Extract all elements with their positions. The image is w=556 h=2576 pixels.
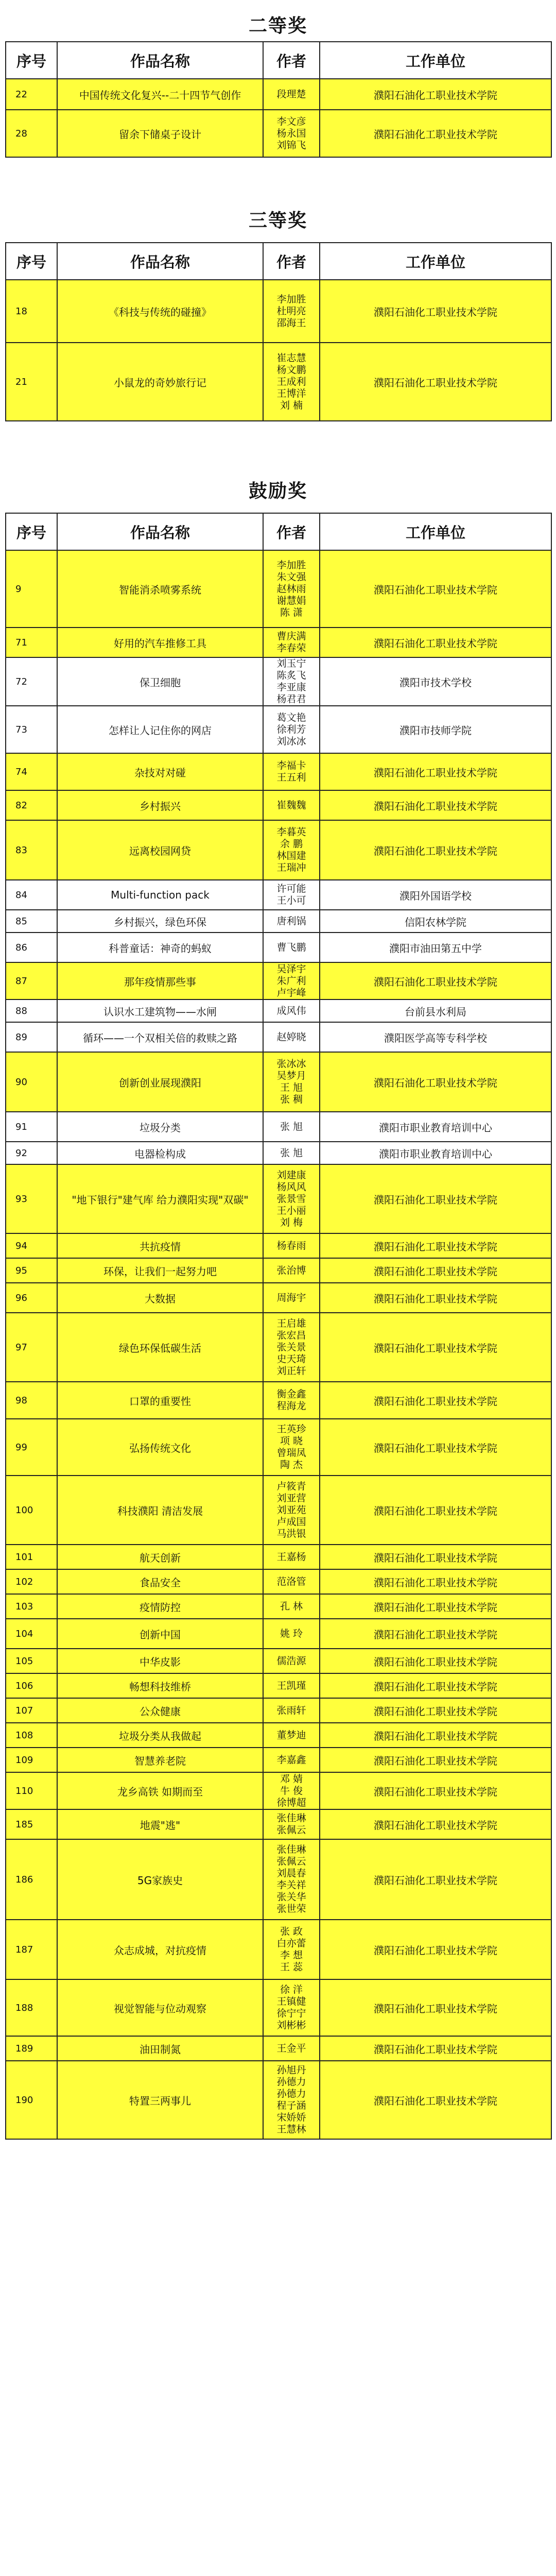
work-title: 龙乡高铁 如期而至	[57, 1772, 263, 1809]
table-row	[6, 280, 551, 343]
work-author: 葛文艳 徐利芳 刘冰冰	[263, 706, 320, 753]
row-number: 185	[6, 1809, 57, 1839]
work-title: 循环——一个双相关倍的救赎之路	[57, 1022, 263, 1052]
row-number: 89	[6, 1022, 57, 1052]
work-title: 创新中国	[57, 1619, 263, 1649]
table-row	[6, 1723, 551, 1748]
work-unit: 濮阳石油化工职业技术学院	[320, 550, 551, 628]
work-author: 张治博	[263, 1258, 320, 1283]
work-unit: 濮阳石油化工职业技术学院	[320, 1649, 551, 1673]
table-row	[6, 1619, 551, 1649]
row-number: 93	[6, 1164, 57, 1233]
work-title: 创新创业展现濮阳	[57, 1052, 263, 1112]
table-row	[6, 1233, 551, 1258]
work-unit: 濮阳石油化工职业技术学院	[320, 1772, 551, 1809]
work-title: 口罩的重要性	[57, 1382, 263, 1419]
work-title: 油田制氮	[57, 2036, 263, 2061]
work-author: 董梦迪	[263, 1723, 320, 1748]
work-title: 众志成城，对抗疫情	[57, 1920, 263, 1979]
work-author: 李加胜 杜明亮 邵海王	[263, 280, 320, 343]
row-number: 74	[6, 753, 57, 790]
work-title: 留余下储桌子设计	[57, 110, 263, 157]
table-row	[6, 550, 551, 628]
work-unit: 濮阳市职业教育培训中心	[320, 1142, 551, 1164]
header-title: 作品名称	[57, 513, 263, 550]
work-unit: 濮阳石油化工职业技术学院	[320, 1673, 551, 1698]
work-author: 邓 婧 牛 俊 徐博超	[263, 1772, 320, 1809]
row-number: 98	[6, 1382, 57, 1419]
work-author: 段理楚	[263, 79, 320, 110]
table-row	[6, 1569, 551, 1594]
work-author: 王凯瑾	[263, 1673, 320, 1698]
row-number: 101	[6, 1545, 57, 1569]
table-row	[6, 962, 551, 999]
row-number: 187	[6, 1920, 57, 1979]
work-author: 徐 洋 王镇健 徐宁宁 刘彬彬	[263, 1979, 320, 2036]
row-number: 104	[6, 1619, 57, 1649]
work-author: 王英珍 项 晓 曾瑞凤 陶 杰	[263, 1419, 320, 1476]
work-author: 唐利锅	[263, 910, 320, 933]
table-row	[6, 706, 551, 753]
work-title: 智慧养老院	[57, 1748, 263, 1772]
work-author: 范洛管	[263, 1569, 320, 1594]
work-unit: 信阳农林学院	[320, 910, 551, 933]
work-author: 王启雄 张宏昌 张关景 史天琦 刘正轩	[263, 1313, 320, 1382]
table-row	[6, 1748, 551, 1772]
work-title: 特置三两事儿	[57, 2061, 263, 2139]
table-row	[6, 628, 551, 657]
work-unit: 濮阳石油化工职业技术学院	[320, 1809, 551, 1839]
table-row	[6, 1112, 551, 1142]
row-number: 189	[6, 2036, 57, 2061]
work-title: 5G家族史	[57, 1839, 263, 1920]
work-author: 杨春雨	[263, 1233, 320, 1258]
work-title: 垃圾分类从我做起	[57, 1723, 263, 1748]
work-author: 李暮英 余 鹏 林国建 王瑞冲	[263, 820, 320, 880]
work-author: 崔志慧 杨文鹏 王成利 王博洋 刘 楠	[263, 343, 320, 421]
row-number: 96	[6, 1283, 57, 1313]
header-unit: 工作单位	[320, 243, 551, 280]
work-unit: 濮阳外国语学校	[320, 880, 551, 910]
row-number: 91	[6, 1112, 57, 1142]
work-author: 李福卡 王五利	[263, 753, 320, 790]
row-number: 105	[6, 1649, 57, 1673]
work-unit: 濮阳石油化工职业技术学院	[320, 1569, 551, 1594]
work-unit: 濮阳石油化工职业技术学院	[320, 1164, 551, 1233]
row-number: 9	[6, 550, 57, 628]
work-title: 那年疫情那些事	[57, 962, 263, 999]
work-title: 垃圾分类	[57, 1112, 263, 1142]
row-number: 22	[6, 79, 57, 110]
row-number: 92	[6, 1142, 57, 1164]
work-unit: 濮阳石油化工职业技术学院	[320, 280, 551, 343]
table-header-row	[6, 243, 551, 280]
work-author: 张冰冰 吴梦月 王 旭 张 稠	[263, 1052, 320, 1112]
table-row	[6, 1698, 551, 1723]
table-row	[6, 110, 551, 157]
row-number: 188	[6, 1979, 57, 2036]
work-unit: 濮阳石油化工职业技术学院	[320, 1313, 551, 1382]
work-author: 崔魏魏	[263, 790, 320, 820]
row-number: 83	[6, 820, 57, 880]
work-author: 李文彦 杨永国 刘锦飞	[263, 110, 320, 157]
header-unit: 工作单位	[320, 513, 551, 550]
work-unit: 濮阳石油化工职业技术学院	[320, 1594, 551, 1619]
row-number: 18	[6, 280, 57, 343]
section-title-encouragement: 鼓励奖	[248, 481, 307, 502]
table-row	[6, 657, 551, 706]
work-title: 乡村振兴，绿色环保	[57, 910, 263, 933]
work-author: 张雨轩	[263, 1698, 320, 1723]
work-unit: 濮阳石油化工职业技术学院	[320, 753, 551, 790]
table-row	[6, 1649, 551, 1673]
work-author: 许可能 王小可	[263, 880, 320, 910]
row-number: 108	[6, 1723, 57, 1748]
table-row	[6, 790, 551, 820]
table-row	[6, 1164, 551, 1233]
work-unit: 濮阳石油化工职业技术学院	[320, 962, 551, 999]
work-author: 儒浩源	[263, 1649, 320, 1673]
work-unit: 濮阳石油化工职业技术学院	[320, 1283, 551, 1313]
table-row	[6, 79, 551, 110]
work-author: 刘玉宁 陈炙飞 李亚康 杨君君	[263, 657, 320, 706]
work-author: 孔 林	[263, 1594, 320, 1619]
work-author: 曹飞鹏	[263, 933, 320, 962]
work-title: 电器检构成	[57, 1142, 263, 1164]
work-author: 周海宇	[263, 1283, 320, 1313]
work-unit: 濮阳石油化工职业技术学院	[320, 1698, 551, 1723]
work-unit: 濮阳石油化工职业技术学院	[320, 1476, 551, 1545]
work-unit: 台前县水利局	[320, 999, 551, 1022]
table-row	[6, 2061, 551, 2139]
row-number: 107	[6, 1698, 57, 1723]
table-row	[6, 1545, 551, 1569]
row-number: 100	[6, 1476, 57, 1545]
row-number: 73	[6, 706, 57, 753]
work-title: 智能消杀喷雾系统	[57, 550, 263, 628]
table-row	[6, 1258, 551, 1283]
work-unit: 濮阳石油化工职业技术学院	[320, 1723, 551, 1748]
work-author: 王嘉杨	[263, 1545, 320, 1569]
work-title: 弘扬传统文化	[57, 1419, 263, 1476]
work-author: 张佳琳 张佩云	[263, 1809, 320, 1839]
work-unit: 濮阳石油化工职业技术学院	[320, 820, 551, 880]
section-title-third-prize: 三等奖	[248, 210, 307, 231]
table-row	[6, 910, 551, 933]
work-unit: 濮阳市油田第五中学	[320, 933, 551, 962]
work-unit: 濮阳石油化工职业技术学院	[320, 1419, 551, 1476]
row-number: 109	[6, 1748, 57, 1772]
table-row	[6, 933, 551, 962]
table-row	[6, 1382, 551, 1419]
work-unit: 濮阳石油化工职业技术学院	[320, 628, 551, 657]
work-title: 保卫细胞	[57, 657, 263, 706]
work-author: 王金平	[263, 2036, 320, 2061]
row-number: 28	[6, 110, 57, 157]
row-number: 71	[6, 628, 57, 657]
header-title: 作品名称	[57, 42, 263, 79]
row-number: 110	[6, 1772, 57, 1809]
work-unit: 濮阳石油化工职业技术学院	[320, 1920, 551, 1979]
work-unit: 濮阳石油化工职业技术学院	[320, 1748, 551, 1772]
work-author: 姚 玲	[263, 1619, 320, 1649]
work-title: 乡村振兴	[57, 790, 263, 820]
row-number: 90	[6, 1052, 57, 1112]
work-title: 中华皮影	[57, 1649, 263, 1673]
work-author: 卢筱青 刘亚营 刘亚苑 卢成国 马洪银	[263, 1476, 320, 1545]
header-title: 作品名称	[57, 243, 263, 280]
row-number: 72	[6, 657, 57, 706]
work-title: 视觉智能与位动观察	[57, 1979, 263, 2036]
work-unit: 濮阳石油化工职业技术学院	[320, 1382, 551, 1419]
row-number: 95	[6, 1258, 57, 1283]
work-title: 科技濮阳 清洁发展	[57, 1476, 263, 1545]
row-number: 86	[6, 933, 57, 962]
second-prize-table	[5, 41, 552, 158]
row-number: 99	[6, 1419, 57, 1476]
work-title: 大数据	[57, 1283, 263, 1313]
table-row	[6, 1979, 551, 2036]
work-unit: 濮阳市职业教育培训中心	[320, 1112, 551, 1142]
work-author: 吴泽宇 朱广利 卢宇峰	[263, 962, 320, 999]
work-title: 绿色环保低碳生活	[57, 1313, 263, 1382]
row-number: 97	[6, 1313, 57, 1382]
work-title: 环保，让我们一起努力吧	[57, 1258, 263, 1283]
work-title: 杂技对对碰	[57, 753, 263, 790]
work-title: 科普童话：神奇的蚂蚁	[57, 933, 263, 962]
work-author: 李加胜 朱文强 赵林雨 谢慧娟 陈 潇	[263, 550, 320, 628]
work-author: 张 旭	[263, 1112, 320, 1142]
work-unit: 濮阳石油化工职业技术学院	[320, 790, 551, 820]
table-row	[6, 1313, 551, 1382]
table-row	[6, 880, 551, 910]
table-row	[6, 1772, 551, 1809]
work-title: "地下银行"建气库 给力濮阳实现"双碳"	[57, 1164, 263, 1233]
table-row	[6, 1419, 551, 1476]
work-unit: 濮阳石油化工职业技术学院	[320, 1052, 551, 1112]
header-author: 作者	[263, 42, 320, 79]
work-unit: 濮阳石油化工职业技术学院	[320, 79, 551, 110]
table-row	[6, 1673, 551, 1698]
row-number: 85	[6, 910, 57, 933]
work-title: 中国传统文化复兴--二十四节气创作	[57, 79, 263, 110]
work-author: 曹庆满 李春荣	[263, 628, 320, 657]
work-unit: 濮阳石油化工职业技术学院	[320, 343, 551, 421]
work-unit: 濮阳石油化工职业技术学院	[320, 1619, 551, 1649]
row-number: 186	[6, 1839, 57, 1920]
work-author: 张 旭	[263, 1142, 320, 1164]
work-title: 认识水工建筑物——水闸	[57, 999, 263, 1022]
work-title: 远离校园网贷	[57, 820, 263, 880]
row-number: 103	[6, 1594, 57, 1619]
header-author: 作者	[263, 513, 320, 550]
header-author: 作者	[263, 243, 320, 280]
table-header-row	[6, 42, 551, 79]
work-author: 张佳琳 张佩云 刘晨春 李关祥 张关华 张世荣	[263, 1839, 320, 1920]
work-title: 共抗疫情	[57, 1233, 263, 1258]
header-unit: 工作单位	[320, 42, 551, 79]
row-number: 94	[6, 1233, 57, 1258]
row-number: 88	[6, 999, 57, 1022]
table-row	[6, 343, 551, 421]
work-title: Multi-function pack	[57, 880, 263, 910]
work-title: 畅想科技维桥	[57, 1673, 263, 1698]
table-header-row	[6, 513, 551, 550]
work-author: 赵婷晓	[263, 1022, 320, 1052]
row-number: 21	[6, 343, 57, 421]
header-no: 序号	[6, 42, 57, 79]
table-row	[6, 753, 551, 790]
row-number: 102	[6, 1569, 57, 1594]
work-unit: 濮阳石油化工职业技术学院	[320, 2061, 551, 2139]
work-author: 成风伟	[263, 999, 320, 1022]
work-title: 好用的汽车推修工具	[57, 628, 263, 657]
work-title: 《科技与传统的碰撞》	[57, 280, 263, 343]
table-row	[6, 1594, 551, 1619]
work-unit: 濮阳医学高等专科学校	[320, 1022, 551, 1052]
table-row	[6, 1142, 551, 1164]
work-author: 刘建康 杨风风 张景雪 王小丽 刘 梅	[263, 1164, 320, 1233]
work-title: 地震"逃"	[57, 1809, 263, 1839]
table-row	[6, 1052, 551, 1112]
work-author: 衡金鑫 程海龙	[263, 1382, 320, 1419]
section-title-second-prize: 二等奖	[248, 15, 307, 37]
work-author: 张 政 白亦蕾 李 想 王 蕊	[263, 1920, 320, 1979]
work-unit: 濮阳石油化工职业技术学院	[320, 1545, 551, 1569]
work-unit: 濮阳石油化工职业技术学院	[320, 1979, 551, 2036]
work-author: 李嘉鑫	[263, 1748, 320, 1772]
work-unit: 濮阳石油化工职业技术学院	[320, 110, 551, 157]
work-author: 孙旭丹 孙德力 孙德力 程子涵 宋娇娇 王慧林	[263, 2061, 320, 2139]
table-row	[6, 820, 551, 880]
work-title: 小鼠龙的奇妙旅行记	[57, 343, 263, 421]
work-unit: 濮阳石油化工职业技术学院	[320, 2036, 551, 2061]
table-row	[6, 1476, 551, 1545]
row-number: 87	[6, 962, 57, 999]
row-number: 106	[6, 1673, 57, 1698]
table-row	[6, 2036, 551, 2061]
work-unit: 濮阳市技师学院	[320, 706, 551, 753]
header-no: 序号	[6, 243, 57, 280]
work-title: 疫情防控	[57, 1594, 263, 1619]
table-row	[6, 1809, 551, 1839]
encouragement-table	[5, 513, 552, 2140]
table-row	[6, 1283, 551, 1313]
work-title: 公众健康	[57, 1698, 263, 1723]
third-prize-table	[5, 242, 552, 421]
row-number: 84	[6, 880, 57, 910]
table-row	[6, 1022, 551, 1052]
row-number: 190	[6, 2061, 57, 2139]
table-row	[6, 1839, 551, 1920]
work-unit: 濮阳石油化工职业技术学院	[320, 1233, 551, 1258]
work-unit: 濮阳石油化工职业技术学院	[320, 1258, 551, 1283]
row-number: 82	[6, 790, 57, 820]
work-title: 怎样让人记住你的网店	[57, 706, 263, 753]
work-unit: 濮阳市技术学校	[320, 657, 551, 706]
header-no: 序号	[6, 513, 57, 550]
work-title: 航天创新	[57, 1545, 263, 1569]
work-unit: 濮阳石油化工职业技术学院	[320, 1839, 551, 1920]
work-title: 食品安全	[57, 1569, 263, 1594]
table-row	[6, 1920, 551, 1979]
table-row	[6, 999, 551, 1022]
